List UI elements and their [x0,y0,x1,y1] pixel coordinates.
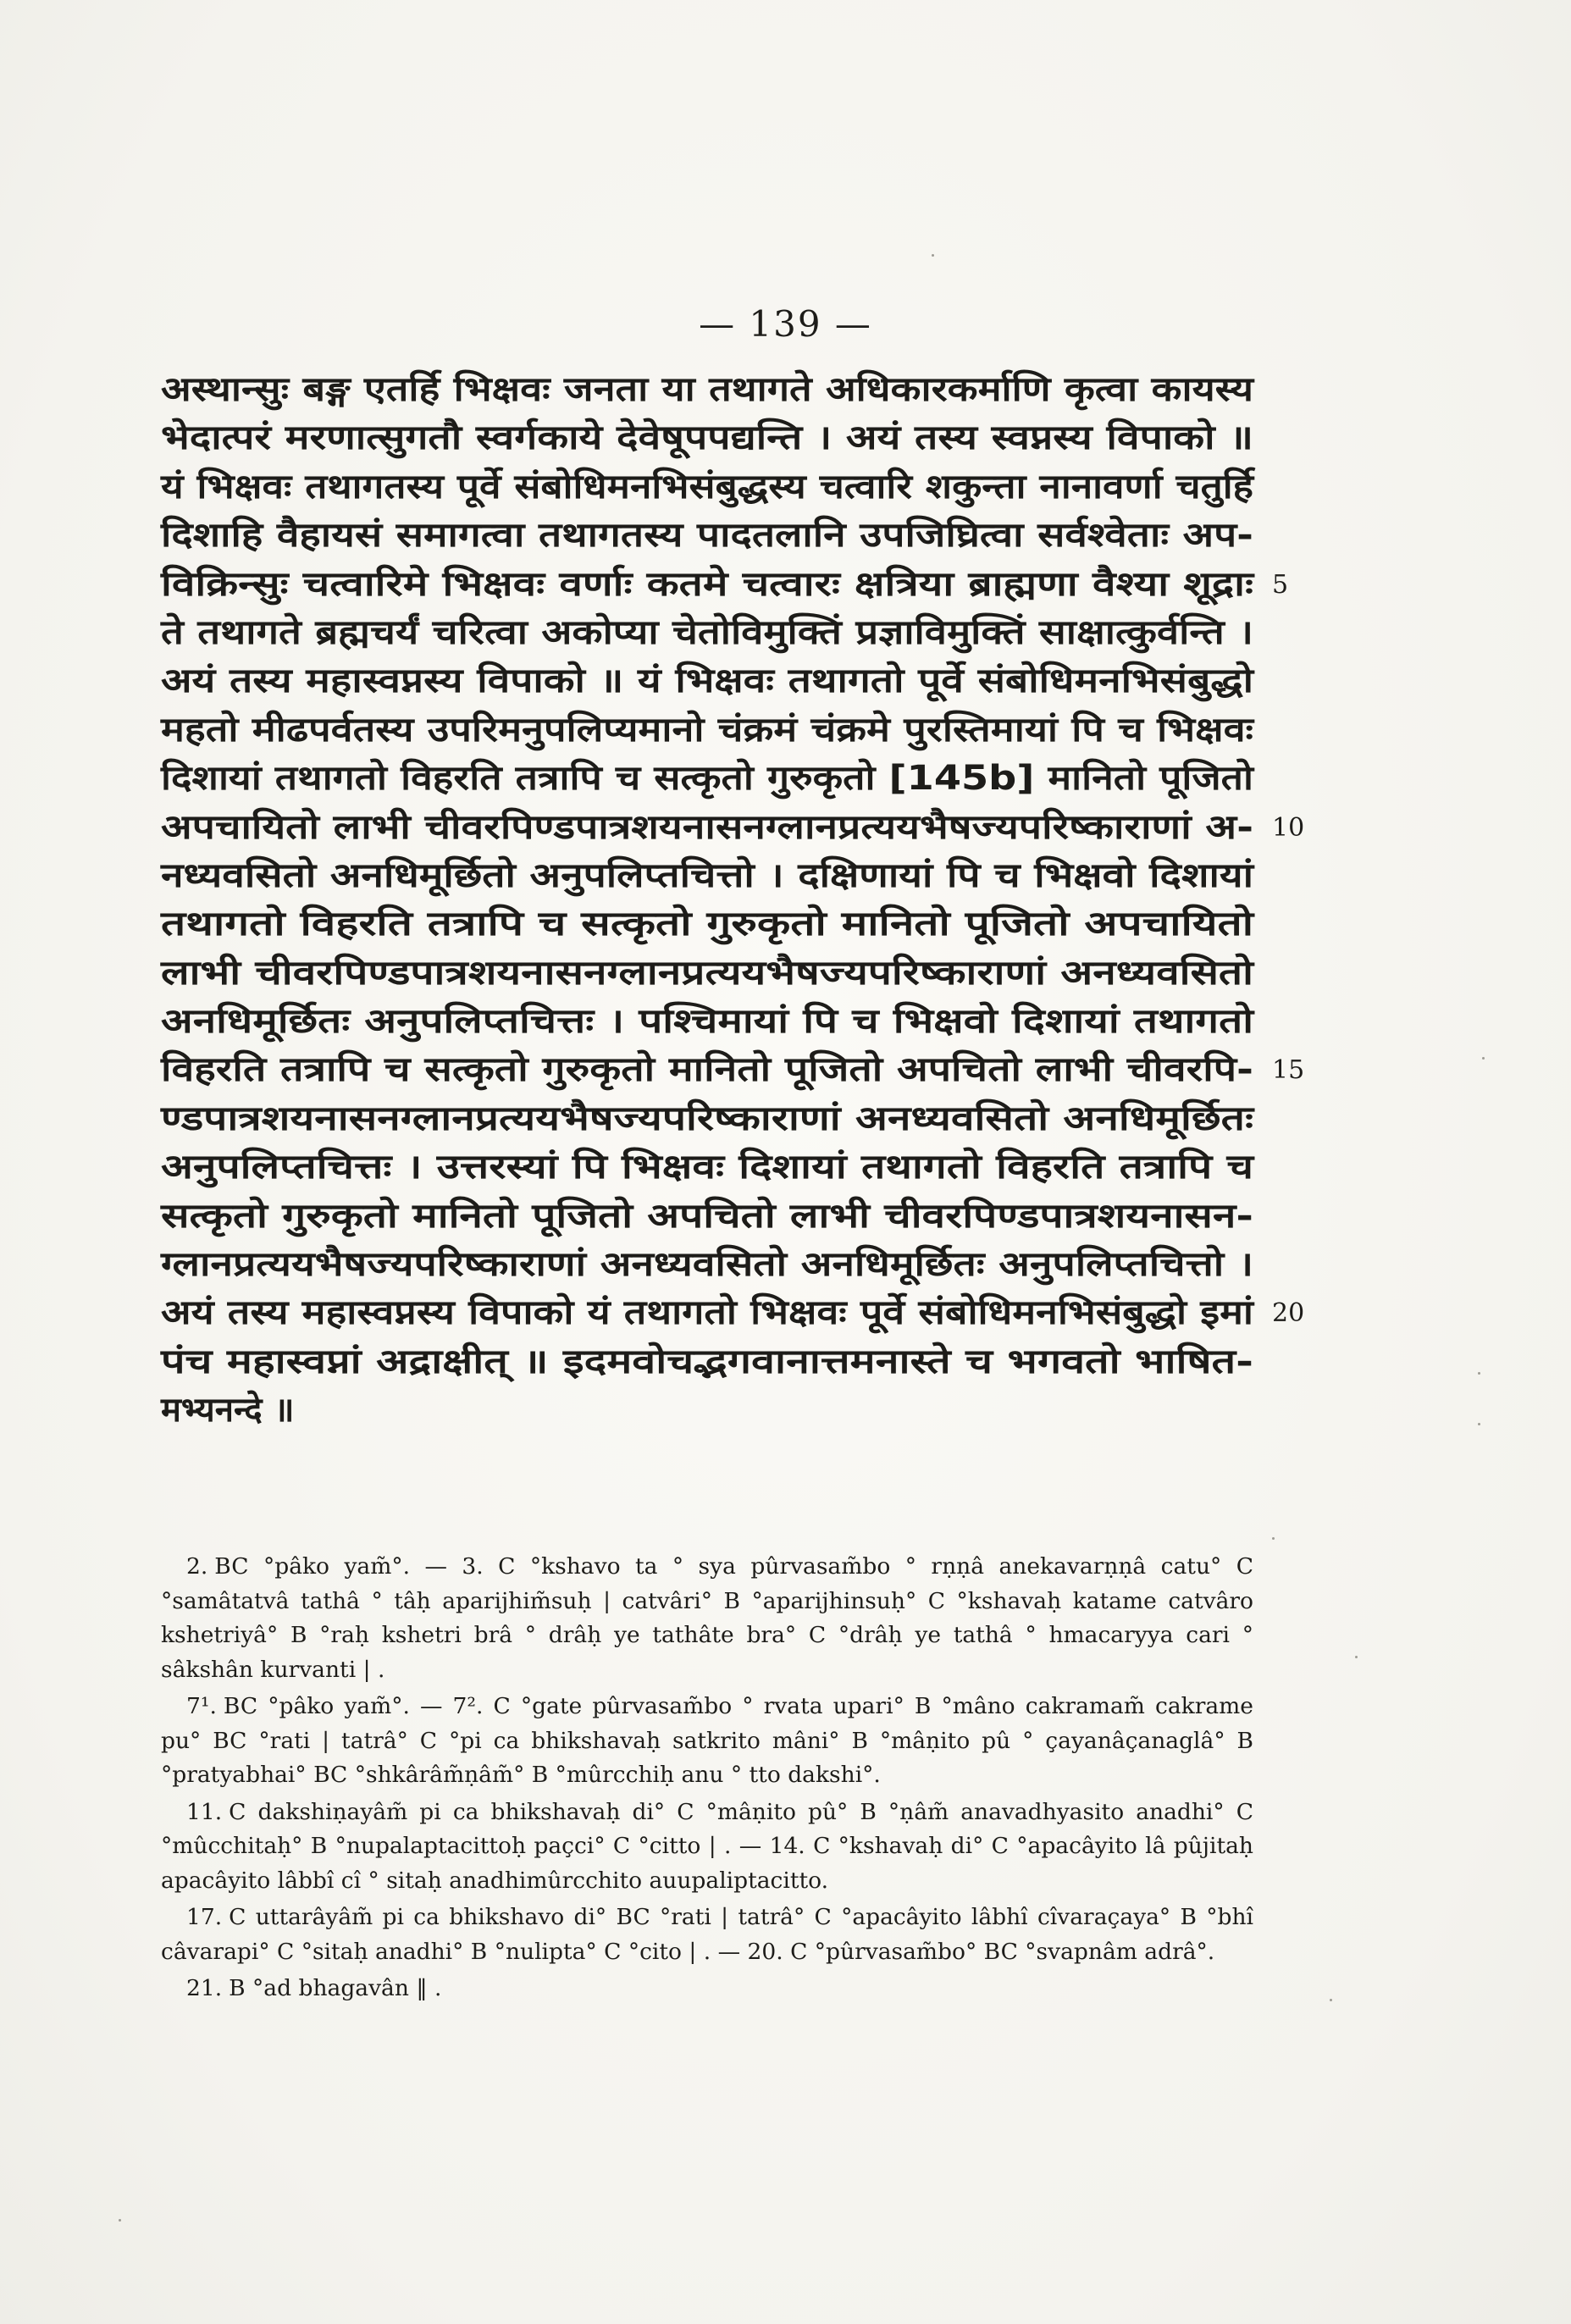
footnote-label: 2. [186,1553,208,1580]
line-number: 15 [1272,1055,1305,1086]
scan-speck [1355,1656,1358,1658]
text-line [161,1386,1262,1435]
text-line [161,998,1262,1046]
text-line [161,1192,1262,1241]
text-line-content: अनुपलिप्तचित्तः । उत्तरस्यां पि भिक्षवः दिशायां तथागतो विहरति तत्रापि च [161,1148,1253,1187]
text-line-content: तथागतो विहरति तत्रापि च सत्कृतो गुरुकृतो मानितो पूजितो अपचायितो [161,905,1253,944]
text-line [161,804,1305,852]
text-line-content: यं भिक्षवः तथागतस्य पूर्वे संबोधिमनभिसंबुद्धस्य चत्वारि शकुन्ता नानावर्णा चतुर्हि [161,467,1253,506]
footnote-text: C uttarâyâm̃ pi ca bhikshavo di° BC °rati | tatrâ° C °apacâyito lâbhî cîvaraçaya° B °bhî câvarapi° C °sitaḥ anadhi° B °nulipta° C °cito | . — 20. C °pûrvasam̃bo° BC °svapnâm adrâ°. [161,1904,1253,1965]
text-line-content: लाभी चीवरपिण्डपात्रशयनासनग्लानप्रत्ययभैषज्यपरिष्काराणां अनध्यवसितो [161,953,1253,993]
text-line-content: भेदात्परं मरणात्सुगतौ स्वर्गकाये देवेषूपपद्यन्ति । अयं तस्य स्वप्नस्य विपाको ॥ [161,418,1253,458]
text-line [161,900,1262,949]
text-line [161,366,1262,414]
text-line [161,561,1289,609]
text-line [161,1289,1305,1337]
text-line-content: विक्रिन्सुः चत्वारिमे भिक्षवः वर्णाः कतमे चत्वारः क्षत्रिया ब्राह्मणा वैश्या शूद्राः [161,564,1253,604]
text-line [161,949,1262,998]
footnote [161,1796,1253,1899]
text-line-content: मभ्यनन्दे ॥ [161,1391,295,1430]
scan-speck [1478,1423,1480,1425]
text-line [161,512,1262,560]
scan-speck [932,254,934,257]
line-number: 5 [1272,569,1289,600]
footnote-text: C dakshiṇayâm̃ pi ca bhikshavaḥ di° C °mâṇito pû° B °ṇâm̃ anavadhyasito anadhi° C °mûcchitaḥ° B °nupalaptacittoḥ paçci° C °citto | . — 14. C °kshavaḥ di° C °apacâyito lâ pûjitaḥ apacâyito lâbbî cî ° sitaḥ anadhimûrcchito auupaliptacitto. [161,1798,1253,1894]
scan-speck [1330,1999,1332,2001]
text-line [161,414,1262,462]
text-line [161,852,1262,900]
text-line [161,1046,1305,1094]
text-line-content: अनधिमूर्छितः अनुपलिप्तचित्तः । पश्चिमायां पि च भिक्षवो दिशायां तथागतो [161,1002,1253,1042]
text-line-content: नध्यवसितो अनधिमूर्छितो अनुपलिप्तचित्तो । दक्षिणायां पि च भिक्षवो दिशायां [161,855,1253,895]
text-line [161,609,1262,657]
text-line-content: दिशाहि वैहायसं समागत्वा तथागतस्य पादतलानि उपजिघ्रित्वा सर्वश्वेताः अप- [161,516,1253,556]
line-number: 10 [1272,812,1305,843]
footnote-text: BC °pâko yam̃°. — 3. C °kshavo ta ° sya pûrvasam̃bo ° rṇṇâ anekavarṇṇâ catu° C °samâtatvâ tathâ ° tâḥ aparijhim̃suḥ | catvâri° B °aparijhinsuḥ° C °kshavaḥ katame catvâro kshetriyâ° B °raḥ kshetri brâ ° drâḥ ye tathâte bra° C °drâḥ ye tathâ ° hmacaryya cari ° sâkshân kurvanti | . [161,1553,1253,1683]
scan-speck [1272,1537,1275,1540]
text-line-content: अयं तस्य महास्वप्नस्य विपाको यं तथागतो भिक्षवः पूर्वे संबोधिमनभिसंबुद्धो इमां [161,1293,1253,1333]
footnote-text: B °ad bhagavân ‖ . [229,1975,442,2001]
text-line-content: ते तथागते ब्रह्मचर्यं चरित्वा अकोप्या चेतोविमुक्तिं प्रज्ञाविमुक्तिं साक्षात्कुर्वन्ति । [161,612,1253,652]
scan-speck [1478,1372,1480,1375]
text-line [161,1095,1262,1143]
text-line [161,755,1262,803]
text-line [161,657,1262,706]
text-line-content: अयं तस्य महास्वप्नस्य विपाको ॥ यं भिक्षवः तथागतो पूर्वे संबोधिमनभिसंबुद्धो [161,661,1253,701]
text-line [161,463,1262,512]
scan-speck [119,2219,121,2222]
text-line-content: सत्कृतो गुरुकृतो मानितो पूजितो अपचितो लाभी चीवरपिण्डपात्रशयनासन- [161,1196,1253,1236]
footnote [161,1972,1253,2006]
footnote-label: 11. [186,1798,223,1825]
footnote-text: BC °pâko yam̃°. — 7². C °gate pûrvasam̃bo ° rvata upari° B °mâno cakramam̃ cakrame pu° BC °rati | tatrâ° C °pi ca bhikshavaḥ satkrito mâni° B °mâṇito pû ° çayanâçanaglâ° B °pratyabhai° BC °shkârâm̃ṇâm̃° B °mûrcchiḥ anu ° tto dakshi°. [161,1693,1253,1788]
text-line-content: ण्डपात्रशयनासनग्लानप्रत्ययभैषज्यपरिष्काराणां अनध्यवसितो अनधिमूर्छितः [161,1098,1253,1138]
footnote [161,1550,1253,1687]
footnote-label: 7¹. [186,1693,217,1719]
text-line [161,1241,1262,1289]
text-line-content: पंच महास्वप्नां अद्राक्षीत् ॥ इदमवोचद्भगवानात्तमनास्ते च भगवतो भाषित- [161,1342,1253,1381]
page-number: — 139 — [699,303,872,345]
text-line [161,706,1262,755]
text-line-content: दिशायां तथागतो विहरति तत्रापि च सत्कृतो गुरुकृतो [145b] मानितो पूजितो [161,759,1253,799]
line-number: 20 [1272,1298,1305,1329]
footnotes-block [161,1550,1253,2009]
footnote-label: 21. [186,1975,223,2001]
footnote [161,1690,1253,1793]
text-line-content: महतो मीढपर्वतस्य उपरिमनुपलिप्यमानो चंक्रमं चंक्रमे पुरस्तिमायां पि च भिक्षवः [161,710,1253,750]
scan-speck [1482,1057,1485,1060]
text-line-content: विहरति तत्रापि च सत्कृतो गुरुकृतो मानितो पूजितो अपचितो लाभी चीवरपि- [161,1050,1253,1090]
footnote-label: 17. [186,1904,223,1930]
text-line [161,1338,1262,1386]
footnote [161,1901,1253,1969]
text-line-content: अस्थान्सुः बङ्ग एतर्हि भिक्षवः जनता या तथागते अधिकारकर्माणि कृत्वा कायस्य [161,370,1253,409]
text-line-content: ग्लानप्रत्ययभैषज्यपरिष्काराणां अनध्यवसितो अनधिमूर्छितः अनुपलिप्तचित्तो । [161,1245,1253,1285]
text-line-content: अपचायितो लाभी चीवरपिण्डपात्रशयनासनग्लानप्रत्ययभैषज्यपरिष्काराणां अ- [161,807,1253,847]
text-line [161,1143,1262,1192]
sanskrit-text-block [161,366,1305,1436]
